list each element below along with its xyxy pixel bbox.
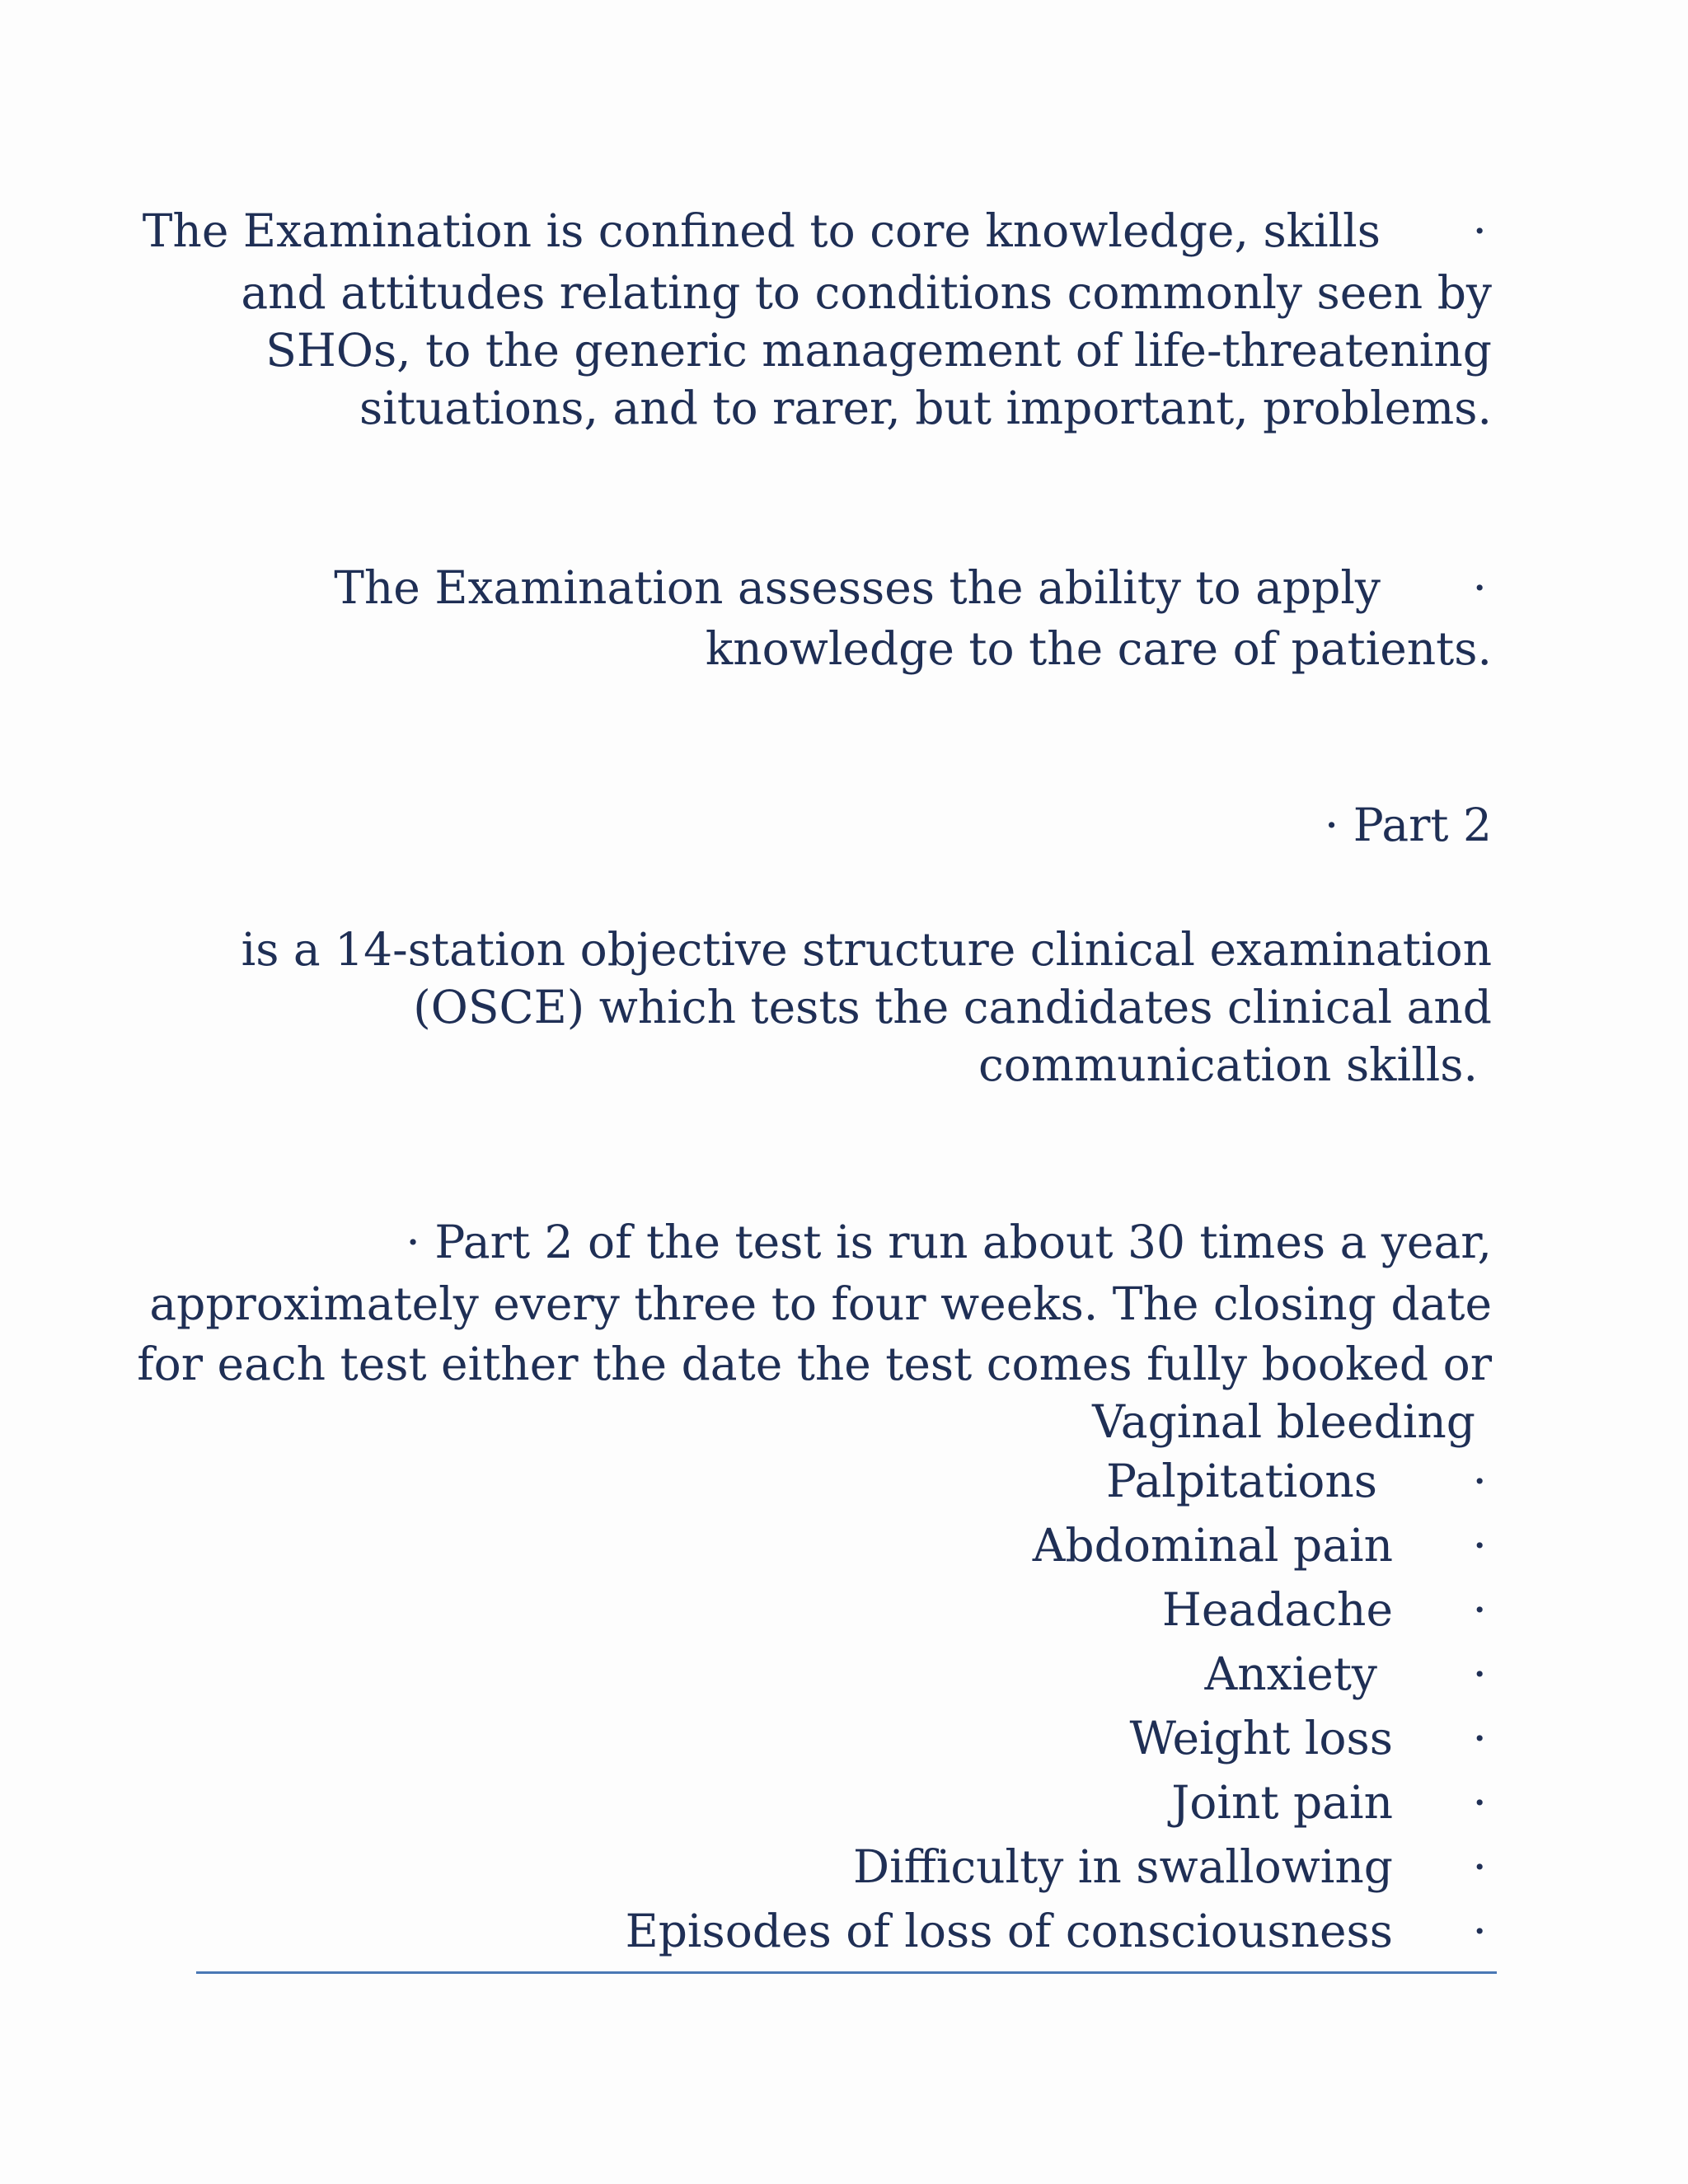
list-bullet: · [1472, 1840, 1487, 1893]
paragraph-1-line-2: and attitudes relating to conditions commonly seen by [241, 266, 1492, 319]
list-item: Palpitations [1105, 1455, 1377, 1507]
list-bullet: · [1472, 1455, 1487, 1507]
list-item: Weight loss [1129, 1712, 1393, 1765]
paragraph-1-line-1: The Examination is confined to core knowledge, skills [142, 204, 1381, 257]
paragraph-4-line-3: for each test either the date the test comes fully booked or [137, 1338, 1492, 1390]
paragraph-4-line-4: Vaginal bleeding [1092, 1395, 1475, 1448]
paragraph-2-bullet: · [1472, 561, 1487, 614]
paragraph-1-bullet: · [1472, 204, 1487, 257]
list-bullet: · [1472, 1519, 1487, 1572]
part-2-heading: · Part 2 [1324, 799, 1492, 851]
list-item: Difficulty in swallowing [852, 1840, 1393, 1893]
paragraph-2-line-2: knowledge to the care of patients. [705, 622, 1492, 675]
list-item: Abdominal pain [1032, 1519, 1393, 1572]
paragraph-2-line-1: The Examination assesses the ability to apply [334, 561, 1381, 614]
paragraph-4-line-1: · Part 2 of the test is run about 30 times a year, [406, 1216, 1492, 1268]
paragraph-3-line-3: communication skills. [978, 1038, 1478, 1091]
paragraph-1-line-4: situations, and to rarer, but important, problems. [359, 382, 1492, 434]
list-bullet: · [1472, 1583, 1487, 1636]
list-bullet: · [1472, 1647, 1487, 1700]
list-bullet: · [1472, 1776, 1487, 1829]
list-bullet: · [1472, 1712, 1487, 1765]
paragraph-1-line-3: SHOs, to the generic management of life-threatening [265, 324, 1492, 377]
list-item: Anxiety [1204, 1647, 1377, 1700]
paragraph-3-line-1: is a 14-station objective structure clinical examination [241, 923, 1492, 976]
footer-divider [196, 1971, 1497, 1974]
list-item: Headache [1161, 1583, 1393, 1636]
paragraph-3-line-2: (OSCE) which tests the candidates clinical and [413, 981, 1492, 1033]
list-bullet: · [1472, 1905, 1487, 1957]
list-item: Episodes of loss of consciousness [625, 1905, 1393, 1957]
list-item: Joint pain [1171, 1776, 1393, 1829]
paragraph-4-line-2: approximately every three to four weeks. The closing date [149, 1277, 1492, 1330]
